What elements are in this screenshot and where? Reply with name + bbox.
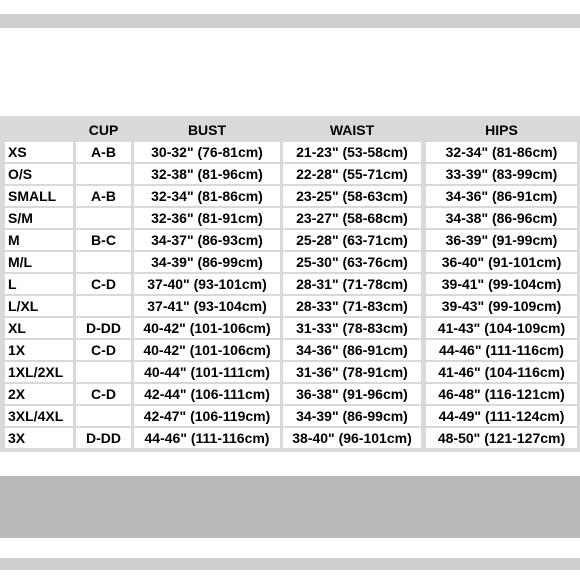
bust-cell: 32-38" (81-96cm)	[134, 164, 280, 184]
header-size	[5, 120, 73, 140]
top-divider-bar	[0, 14, 580, 28]
waist-cell: 31-36" (78-91cm)	[283, 362, 421, 382]
bust-cell: 30-32" (76-81cm)	[134, 142, 280, 162]
table-row	[0, 384, 580, 405]
size-cell: O/S	[5, 164, 73, 184]
waist-cell: 25-28" (63-71cm)	[283, 230, 421, 250]
cup-cell: D-DD	[76, 428, 131, 448]
table-row	[0, 142, 580, 163]
cup-cell	[76, 252, 131, 272]
hips-cell: 44-49" (111-124cm)	[426, 406, 577, 426]
cup-cell: D-DD	[76, 318, 131, 338]
bust-cell: 37-40" (93-101cm)	[134, 274, 280, 294]
bust-cell: 40-42" (101-106cm)	[134, 340, 280, 360]
size-cell: M/L	[5, 252, 73, 272]
waist-cell: 23-25" (58-63cm)	[283, 186, 421, 206]
size-cell: 3X	[5, 428, 73, 448]
waist-cell: 22-28" (55-71cm)	[283, 164, 421, 184]
middle-gray-band	[0, 476, 580, 538]
cup-cell	[76, 406, 131, 426]
hips-cell: 32-34" (81-86cm)	[426, 142, 577, 162]
cup-cell	[76, 362, 131, 382]
header-bust: BUST	[187, 122, 227, 138]
header-waist: WAIST	[329, 122, 375, 138]
bust-cell: 32-36" (81-91cm)	[134, 208, 280, 228]
size-cell: S/M	[5, 208, 73, 228]
table-row	[0, 362, 580, 383]
bust-cell: 34-39" (86-99cm)	[134, 252, 280, 272]
cup-cell: C-D	[76, 274, 131, 294]
hips-cell: 36-39" (91-99cm)	[426, 230, 577, 250]
waist-cell: 25-30" (63-76cm)	[283, 252, 421, 272]
size-chart-table	[0, 116, 580, 452]
hips-cell: 44-46" (111-116cm)	[426, 340, 577, 360]
bust-cell: 32-34" (81-86cm)	[134, 186, 280, 206]
waist-cell: 38-40" (96-101cm)	[283, 428, 421, 448]
hips-cell: 36-40" (91-101cm)	[426, 252, 577, 272]
header-hips: HIPS	[485, 122, 518, 138]
bust-cell: 40-44" (101-111cm)	[134, 362, 280, 382]
table-row	[0, 428, 580, 449]
waist-cell: 28-33" (71-83cm)	[283, 296, 421, 316]
hips-cell: 34-36" (86-91cm)	[426, 186, 577, 206]
table-header-row	[0, 120, 580, 141]
waist-cell: 34-36" (86-91cm)	[283, 340, 421, 360]
hips-cell: 41-46" (104-116cm)	[426, 362, 577, 382]
hips-cell: 39-43" (99-109cm)	[426, 296, 577, 316]
hips-cell: 48-50" (121-127cm)	[426, 428, 577, 448]
bust-cell: 42-47" (106-119cm)	[134, 406, 280, 426]
size-cell: L/XL	[5, 296, 73, 316]
size-cell: 1X	[5, 340, 73, 360]
table-row	[0, 164, 580, 185]
cup-cell: B-C	[76, 230, 131, 250]
waist-cell: 28-31" (71-78cm)	[283, 274, 421, 294]
waist-cell: 21-23" (53-58cm)	[283, 142, 421, 162]
waist-cell: 31-33" (78-83cm)	[283, 318, 421, 338]
hips-cell: 33-39" (83-99cm)	[426, 164, 577, 184]
size-cell: SMALL	[5, 186, 73, 206]
cup-cell	[76, 296, 131, 316]
cup-cell: C-D	[76, 340, 131, 360]
bust-cell: 34-37" (86-93cm)	[134, 230, 280, 250]
bust-cell: 40-42" (101-106cm)	[134, 318, 280, 338]
header-cup: CUP	[88, 122, 119, 138]
waist-cell: 34-39" (86-99cm)	[283, 406, 421, 426]
bottom-divider-bar	[0, 558, 580, 570]
bust-cell: 37-41" (93-104cm)	[134, 296, 280, 316]
table-row	[0, 208, 580, 229]
table-row	[0, 406, 580, 427]
size-cell: 2X	[5, 384, 73, 404]
hips-cell: 46-48" (116-121cm)	[426, 384, 577, 404]
cup-cell: C-D	[76, 384, 131, 404]
size-cell: XS	[5, 142, 73, 162]
size-cell: L	[5, 274, 73, 294]
hips-cell: 41-43" (104-109cm)	[426, 318, 577, 338]
cup-cell	[76, 164, 131, 184]
table-row	[0, 296, 580, 317]
table-row	[0, 230, 580, 251]
size-cell: 1XL/2XL	[5, 362, 73, 382]
table-row	[0, 186, 580, 207]
size-cell: XL	[5, 318, 73, 338]
cup-cell: A-B	[76, 142, 131, 162]
bust-cell: 42-44" (106-111cm)	[134, 384, 280, 404]
waist-cell: 23-27" (58-68cm)	[283, 208, 421, 228]
cup-cell: A-B	[76, 186, 131, 206]
hips-cell: 34-38" (86-96cm)	[426, 208, 577, 228]
table-row	[0, 252, 580, 273]
size-cell: M	[5, 230, 73, 250]
cup-cell	[76, 208, 131, 228]
table-row	[0, 340, 580, 361]
hips-cell: 39-41" (99-104cm)	[426, 274, 577, 294]
bust-cell: 44-46" (111-116cm)	[134, 428, 280, 448]
size-cell: 3XL/4XL	[5, 406, 73, 426]
table-row	[0, 274, 580, 295]
waist-cell: 36-38" (91-96cm)	[283, 384, 421, 404]
table-row	[0, 318, 580, 339]
